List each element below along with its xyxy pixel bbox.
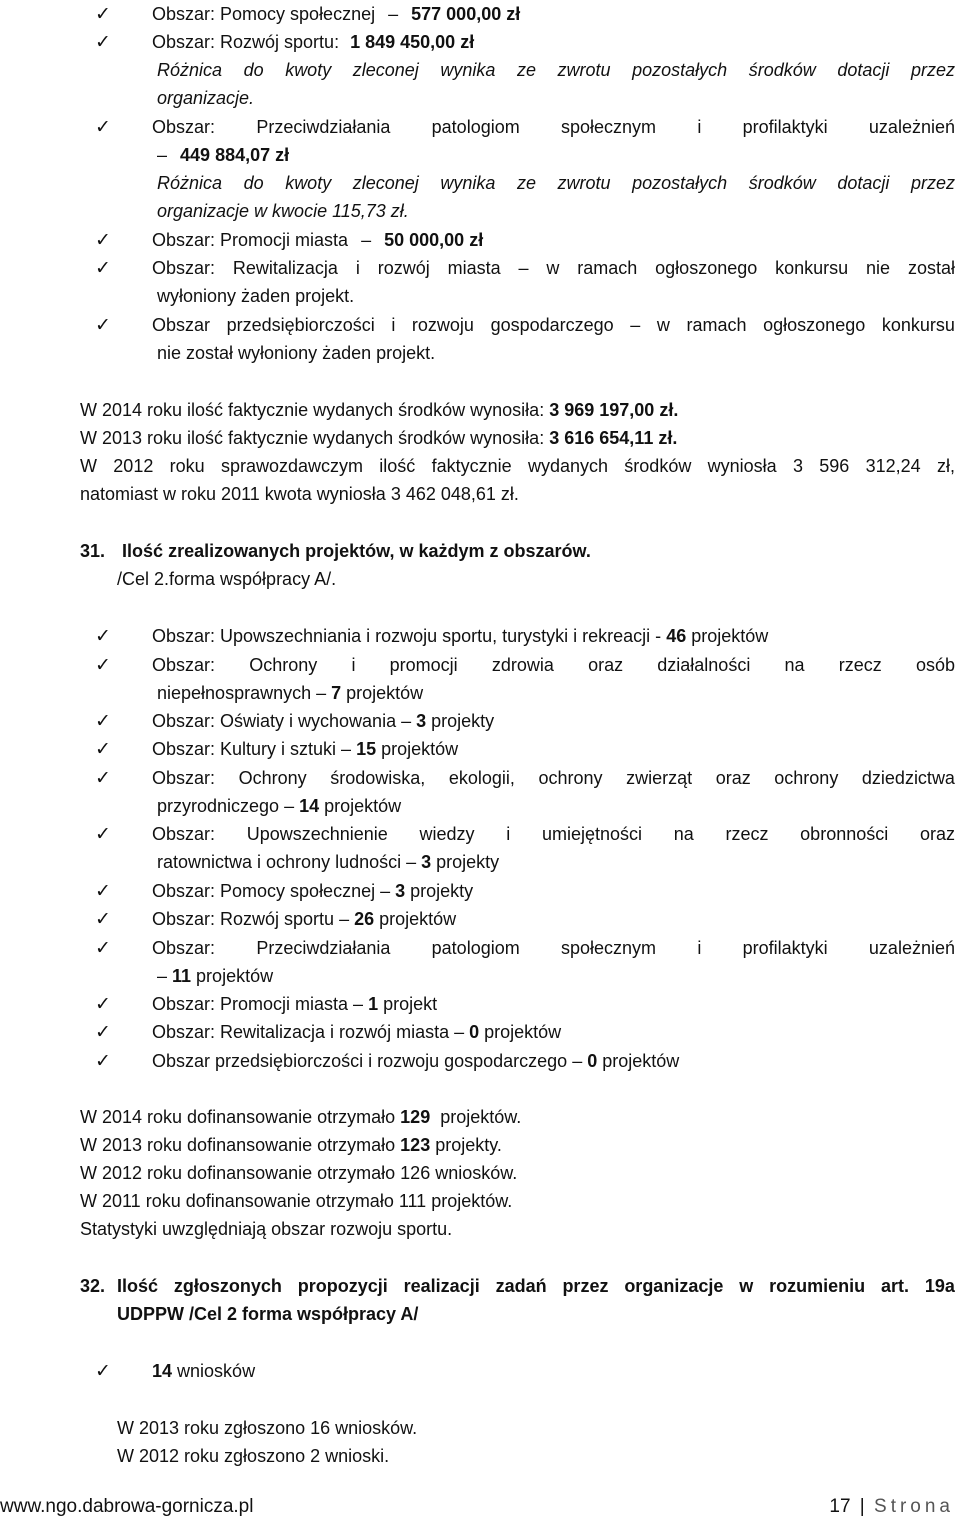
word: Rewitalizacja: [232, 258, 338, 278]
item-count: 3: [395, 881, 406, 901]
item-unit: projektów: [319, 796, 402, 816]
word: wynika: [440, 173, 496, 193]
note-line: [157, 169, 955, 197]
item-dash: –: [157, 145, 168, 165]
word: Obszar:: [152, 768, 216, 788]
word: Różnica: [157, 173, 223, 193]
item-amount: 1 849 450,00 zł: [350, 32, 475, 52]
item-label: Obszar: Pomocy społecznej: [152, 4, 376, 24]
word: w: [546, 258, 560, 278]
word: –: [518, 258, 529, 278]
word: dotacji: [837, 60, 890, 80]
item-label: ratownictwa i ochrony ludności –: [157, 852, 422, 872]
cofinancing-2011: W 2011 roku dofinansowanie otrzymało 111 projektów.: [80, 1191, 513, 1211]
item-label: –: [157, 966, 173, 986]
word: i: [697, 117, 702, 137]
item-unit: projektów: [376, 739, 459, 759]
item-label: Obszar: Rozwój sportu:: [152, 32, 340, 52]
cofinancing-count: 129: [400, 1107, 431, 1127]
word: ilość: [379, 456, 416, 476]
word: na: [673, 824, 694, 844]
item-count: 26: [354, 909, 375, 929]
word: wyniosła: [707, 456, 777, 476]
word: Różnica: [157, 60, 223, 80]
word: W: [80, 456, 97, 476]
item-label: Obszar: Rewitalizacja i rozwój miasta –: [152, 1022, 470, 1042]
list-item-continuation: [157, 679, 423, 707]
word: 596: [819, 456, 850, 476]
word: organizacje: [624, 1276, 724, 1296]
item-line: [152, 820, 955, 848]
item-line: [152, 311, 955, 339]
item-line: [152, 254, 955, 282]
word: profilaktyki: [742, 117, 828, 137]
item-unit: projekty: [426, 711, 495, 731]
word: społecznym: [561, 117, 657, 137]
checkmark-icon: ✓: [95, 654, 111, 676]
word: rozwoju: [411, 315, 474, 335]
word: ochrony: [774, 768, 839, 788]
word: rozwój: [377, 258, 430, 278]
item-count: 11: [172, 966, 192, 986]
word: w: [656, 315, 670, 335]
checkmark-icon: ✓: [95, 1360, 111, 1382]
item-line: [152, 764, 955, 792]
funds-value: 3 969 197,00 zł.: [549, 400, 679, 420]
word: oraz: [919, 824, 955, 844]
word: działalności: [657, 655, 751, 675]
word: środków: [748, 60, 816, 80]
word: Obszar:: [152, 655, 216, 675]
word: nie: [866, 258, 891, 278]
list-item: [152, 28, 474, 56]
item-amount: 50 000,00 zł: [384, 230, 484, 250]
word: zwierząt: [626, 768, 693, 788]
word: przez: [910, 60, 955, 80]
item-unit: projekty: [431, 852, 500, 872]
list-item: [152, 1047, 679, 1075]
word: konkursu: [775, 258, 849, 278]
word: i: [391, 315, 396, 335]
word: i: [351, 655, 356, 675]
list-item: [152, 226, 483, 254]
item-count: 0: [469, 1022, 480, 1042]
word: dziedzictwa: [861, 768, 955, 788]
word: rzecz: [838, 655, 882, 675]
word: pozostałych: [632, 60, 728, 80]
word: faktycznie: [431, 456, 512, 476]
list-item: [152, 990, 437, 1018]
word: uzależnień: [868, 117, 955, 137]
item-dash: –: [361, 230, 372, 250]
word: Obszar:: [152, 258, 216, 278]
checkmark-icon: ✓: [95, 257, 111, 279]
item-label: Obszar: Kultury i sztuki –: [152, 739, 357, 759]
item-dash: –: [388, 4, 399, 24]
section-heading-31: [80, 537, 591, 565]
word: i: [697, 938, 702, 958]
word: do: [243, 60, 264, 80]
word: społecznym: [561, 938, 657, 958]
word: Obszar:: [152, 117, 216, 137]
word: zł,: [936, 456, 955, 476]
list-item-continuation: [157, 848, 499, 876]
word: rozumieniu: [769, 1276, 866, 1296]
note-line: organizacje w kwocie 115,73 zł.: [157, 201, 409, 221]
funds-2011-line: natomiast w roku 2011 kwota wyniosła 3 462 048,61 zł.: [80, 484, 519, 504]
funds-value: 3 616 654,11 zł.: [549, 428, 678, 448]
item-count: 46: [666, 626, 687, 646]
word: ze: [516, 60, 536, 80]
cofinancing-unit: projekty.: [430, 1135, 502, 1155]
word: ramach: [686, 315, 747, 335]
word: przez: [910, 173, 955, 193]
item-line: [152, 934, 955, 962]
word: osób: [915, 655, 955, 675]
page-number: 17: [829, 1496, 851, 1517]
word: dotacji: [837, 173, 890, 193]
checkmark-icon: ✓: [95, 1021, 111, 1043]
word: i: [506, 824, 511, 844]
section-number-32: 32.: [80, 1276, 106, 1296]
word: kwoty: [285, 60, 332, 80]
item-unit: projektów: [374, 909, 457, 929]
word: środków: [748, 173, 816, 193]
word: zdrowia: [491, 655, 554, 675]
checkmark-icon: ✓: [95, 908, 111, 930]
item-label: Obszar: Promocji miasta –: [152, 994, 369, 1014]
submitted-2012: W 2012 roku zgłoszono 2 wnioski.: [117, 1446, 390, 1466]
stats-note: Statystyki uwzględniają obszar rozwoju sportu.: [80, 1219, 453, 1239]
word: patologiom: [431, 938, 520, 958]
word: Przeciwdziałania: [256, 117, 391, 137]
word: zwrotu: [557, 60, 611, 80]
word: oraz: [588, 655, 624, 675]
item-amount: 449 884,07 zł: [180, 145, 290, 165]
item-label: niepełnosprawnych –: [157, 683, 332, 703]
word: Obszar:: [152, 824, 216, 844]
word: środków: [624, 456, 692, 476]
list-item: [152, 905, 456, 933]
item-label: Obszar: Oświaty i wychowania –: [152, 711, 417, 731]
item-unit: projektów: [686, 626, 769, 646]
word: patologiom: [431, 117, 520, 137]
checkmark-icon: ✓: [95, 937, 111, 959]
item-unit: projektów: [479, 1022, 562, 1042]
word: Obszar: [152, 315, 211, 335]
word: Ochrony: [238, 768, 307, 788]
word: 2012: [113, 456, 154, 476]
list-item: [152, 622, 768, 650]
word: do: [243, 173, 264, 193]
word: ogłoszonego: [763, 315, 866, 335]
section-subtitle: /Cel 2.forma współpracy A/.: [117, 569, 337, 589]
word: zleconej: [352, 173, 419, 193]
item-count: 3: [416, 711, 427, 731]
list-item: [152, 0, 520, 28]
cofinancing-2013: [80, 1131, 502, 1159]
list-item: [152, 877, 473, 905]
checkmark-icon: ✓: [95, 767, 111, 789]
word: rzecz: [725, 824, 769, 844]
word: art.: [880, 1276, 909, 1296]
word: 3: [792, 456, 803, 476]
funds-2012-line: [80, 452, 955, 480]
word: miasta: [447, 258, 501, 278]
checkmark-icon: ✓: [95, 738, 111, 760]
word: Ilość: [117, 1276, 159, 1296]
checkmark-icon: ✓: [95, 880, 111, 902]
item-line: [152, 651, 955, 679]
list-item: [152, 707, 494, 735]
checkmark-icon: ✓: [95, 229, 111, 251]
checkmark-icon: ✓: [95, 3, 111, 25]
word: Upowszechnienie: [246, 824, 388, 844]
word: zwrotu: [557, 173, 611, 193]
note-line: [157, 56, 955, 84]
item-label: Obszar: Upowszechniania i rozwoju sportu, turystyki i rekreacji -: [152, 626, 667, 646]
checkmark-icon: ✓: [95, 116, 111, 138]
word: konkursu: [881, 315, 955, 335]
word: roku: [169, 456, 205, 476]
item-unit: projekt: [378, 994, 438, 1014]
footer-url: www.ngo.dabrowa-gornicza.pl: [0, 1496, 254, 1517]
word: uzależnień: [868, 938, 955, 958]
word: kwoty: [285, 173, 332, 193]
word: Przeciwdziałania: [256, 938, 391, 958]
item-label: Obszar przedsiębiorczości i rozwoju gospodarczego –: [152, 1051, 588, 1071]
item-count: 14: [299, 796, 320, 816]
item-unit: projektów: [191, 966, 274, 986]
word: ekologii,: [448, 768, 515, 788]
item-unit: projektów: [341, 683, 424, 703]
list-item: [152, 735, 458, 763]
cofinancing-count: 123: [400, 1135, 431, 1155]
checkmark-icon: ✓: [95, 625, 111, 647]
submitted-2013: W 2013 roku zgłoszono 16 wniosków.: [117, 1418, 418, 1438]
word: został: [907, 258, 955, 278]
word: wynika: [440, 60, 496, 80]
word: przedsiębiorczości: [226, 315, 375, 335]
funds-2013: [80, 424, 677, 452]
item-count: 7: [331, 683, 342, 703]
section-title-line: UDPPW /Cel 2 forma współpracy A/: [117, 1304, 419, 1324]
word: promocji: [389, 655, 458, 675]
word: 312,24: [865, 456, 921, 476]
footer-page-number: [829, 1494, 954, 1520]
checkmark-icon: ✓: [95, 31, 111, 53]
item-count: 1: [368, 994, 379, 1014]
word: wydanych: [527, 456, 608, 476]
item-unit: wniosków: [172, 1361, 256, 1381]
cofinancing-2012: W 2012 roku dofinansowanie otrzymało 126 wniosków.: [80, 1163, 518, 1183]
list-item-continuation: [157, 962, 273, 990]
word: ochrony: [538, 768, 603, 788]
word: ramach: [577, 258, 638, 278]
page-separator: |: [859, 1496, 865, 1517]
item-count: 0: [587, 1051, 598, 1071]
word: umiejętności: [541, 824, 643, 844]
word: profilaktyki: [742, 938, 828, 958]
checkmark-icon: ✓: [95, 1050, 111, 1072]
item-unit: projektów: [597, 1051, 680, 1071]
word: gospodarczego: [490, 315, 614, 335]
cofinancing-label: W 2014 roku dofinansowanie otrzymało: [80, 1107, 401, 1127]
funds-label: W 2013 roku ilość faktycznie wydanych środków wynosiła:: [80, 428, 545, 448]
item-amount: 577 000,00 zł: [411, 4, 521, 24]
list-item-continuation: [157, 792, 401, 820]
list-item-continuation: [157, 141, 289, 169]
word: 19a: [924, 1276, 955, 1296]
word: środowiska,: [330, 768, 426, 788]
checkmark-icon: ✓: [95, 710, 111, 732]
word: sprawozdawczym: [220, 456, 363, 476]
list-item: [152, 1357, 255, 1385]
section-title-line: [117, 1272, 955, 1300]
item-label: Obszar: Rozwój sportu –: [152, 909, 355, 929]
cofinancing-label: W 2013 roku dofinansowanie otrzymało: [80, 1135, 401, 1155]
item-label-line: [152, 113, 955, 141]
word: pozostałych: [632, 173, 728, 193]
item-count: 3: [421, 852, 432, 872]
word: zgłoszonych: [173, 1276, 282, 1296]
checkmark-icon: ✓: [95, 823, 111, 845]
word: realizacji: [403, 1276, 480, 1296]
word: w: [739, 1276, 754, 1296]
word: Obszar:: [152, 938, 216, 958]
list-item: [152, 1018, 561, 1046]
word: przez: [562, 1276, 609, 1296]
item-line: wyłoniony żaden projekt.: [157, 286, 355, 306]
funds-2014: [80, 396, 678, 424]
word: ze: [516, 173, 536, 193]
word: i: [355, 258, 360, 278]
item-label: Obszar: Promocji miasta: [152, 230, 349, 250]
word: ogłoszonego: [655, 258, 758, 278]
word: oraz: [715, 768, 751, 788]
note-line: organizacje.: [157, 88, 255, 108]
word: Ochrony: [249, 655, 318, 675]
word: obronności: [800, 824, 889, 844]
item-count: 14: [152, 1361, 173, 1381]
item-unit: projekty: [405, 881, 474, 901]
item-count: 15: [356, 739, 377, 759]
section-number: 31.: [80, 541, 106, 561]
word: wiedzy: [419, 824, 475, 844]
page-word: Strona: [874, 1496, 954, 1517]
item-line: nie został wyłoniony żaden projekt.: [157, 343, 436, 363]
word: propozycji: [297, 1276, 388, 1296]
cofinancing-2014: [80, 1103, 521, 1131]
word: zadań: [495, 1276, 547, 1296]
cofinancing-unit: projektów.: [430, 1107, 522, 1127]
checkmark-icon: ✓: [95, 314, 111, 336]
word: na: [784, 655, 805, 675]
word: zleconej: [352, 60, 419, 80]
item-label: przyrodniczego –: [157, 796, 300, 816]
section-title: Ilość zrealizowanych projektów, w każdym z obszarów.: [122, 541, 591, 561]
funds-label: W 2014 roku ilość faktycznie wydanych środków wynosiła:: [80, 400, 545, 420]
item-label: Obszar: Pomocy społecznej –: [152, 881, 396, 901]
checkmark-icon: ✓: [95, 993, 111, 1015]
word: –: [630, 315, 641, 335]
